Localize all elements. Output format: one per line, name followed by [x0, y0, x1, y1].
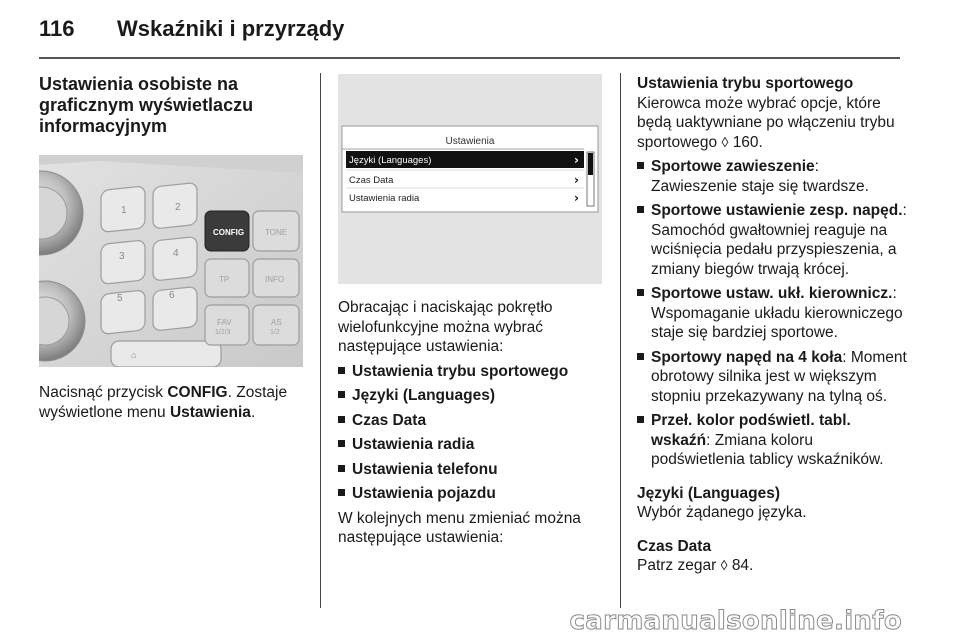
- bullet-icon: [338, 465, 345, 472]
- sport-mode-heading: Ustawienia trybu sportowego: [637, 75, 854, 92]
- bullet-icon: [338, 391, 345, 398]
- section-title: Ustawienia osobiste na graficznym wyświetlaczu informacyjnym: [39, 74, 254, 136]
- watermark: carmanualsonline.info: [569, 606, 902, 636]
- config-instruction: Nacisnąć przycisk CONFIG. Zostaje wyświetlone menu Ustawienia.: [39, 384, 288, 421]
- key-label-3: 3: [119, 251, 125, 262]
- list-item: Sportowe zawieszenie: Zawieszenie staje się twardsze.: [637, 157, 907, 196]
- sport-mode-text: Kierowca może wybrać opcje, które będą uaktywniane po włączeniu trybu sportowego ◊ 160.: [637, 94, 895, 151]
- display-screen-illustration: [338, 74, 602, 284]
- language-heading: Języki (Languages): [637, 484, 780, 502]
- list-item: Sportowe ustaw. ukł. kierownicz.: Wspomaganie układu kierowniczego staje się bardziej sportowe.: [637, 284, 907, 343]
- tp-key-label: TP: [219, 275, 230, 284]
- screen-title: Ustawienia: [445, 136, 495, 147]
- column-2: [338, 74, 606, 548]
- settings-list: [338, 362, 606, 504]
- column-divider-1: [320, 73, 321, 608]
- key-label-5: 5: [117, 293, 123, 304]
- list-item: Ustawienia radia: [338, 435, 606, 455]
- language-text: Wybór żądanego języka.: [637, 504, 807, 521]
- bullet-icon: [338, 489, 345, 496]
- key-label-6: 6: [169, 290, 175, 301]
- key-label-2: 2: [175, 202, 181, 213]
- bullet-icon: [637, 206, 644, 213]
- info-key-label: INFO: [265, 275, 285, 284]
- as-key-sub: 1/2: [270, 329, 280, 336]
- bullet-icon: [637, 416, 644, 423]
- column-divider-2: [620, 73, 621, 608]
- bullet-icon: [637, 289, 644, 296]
- bullet-icon: [338, 367, 345, 374]
- time-heading: Czas Data: [637, 537, 712, 555]
- sport-options-list: [637, 157, 907, 470]
- list-item: Przeł. kolor podświetl. tabl. wskaźń: Zmiana koloru podświetlenia tablicy wskaźników.: [637, 411, 907, 470]
- config-bold: CONFIG: [167, 384, 228, 401]
- fav-key-sub: 1/2/3: [215, 329, 231, 336]
- column-1: [39, 74, 303, 422]
- bullet-icon: [338, 440, 345, 447]
- list-item: Ustawienia pojazdu: [338, 484, 606, 504]
- settings-bold: Ustawienia: [169, 403, 251, 421]
- chevron-right-icon: ›: [574, 153, 579, 167]
- header-divider: [39, 57, 900, 59]
- screen-item-time: Czas Data: [349, 175, 394, 186]
- tone-key-label: TONE: [265, 228, 288, 237]
- list-item: Czas Data: [338, 411, 606, 431]
- chevron-right-icon: ›: [574, 191, 579, 205]
- control-panel-photo: [39, 155, 303, 367]
- config-key-label: CONFIG: [213, 228, 245, 237]
- page-header: [39, 16, 900, 46]
- list-item: Ustawienia trybu sportowego: [338, 362, 606, 382]
- as-key-label: AS: [271, 318, 282, 327]
- time-text: Patrz zegar ◊ 84.: [637, 557, 754, 574]
- chapter-title: Wskaźniki i przyrządy: [117, 16, 345, 41]
- bullet-icon: [637, 353, 644, 360]
- key-label-1: 1: [121, 205, 127, 216]
- list-item: Sportowe ustawienie zesp. napęd.: Samochód gwałtowniej reaguje na wciśnięcia pedału przyspieszenia, a zmiany biegów trwają krócej.: [637, 201, 907, 279]
- fav-key-label: FAV: [217, 318, 232, 327]
- screen-item-radio: Ustawienia radia: [349, 193, 420, 204]
- chevron-right-icon: ›: [574, 173, 579, 187]
- list-item: Sportowy napęd na 4 koła: Moment obrotowy silnika jest w większym stopniu przekazywany na tylną oś.: [637, 348, 907, 407]
- bullet-icon: [637, 162, 644, 169]
- list-item: Języki (Languages): [338, 386, 606, 406]
- home-key-icon: ⌂: [131, 350, 137, 360]
- bullet-icon: [338, 416, 345, 423]
- screen-item-languages: Języki (Languages): [349, 155, 432, 166]
- key-label-4: 4: [173, 248, 179, 259]
- column-3: [637, 74, 907, 576]
- page-ref-icon: ◊: [720, 557, 728, 573]
- page-number: 116: [39, 16, 75, 41]
- submenu-intro: W kolejnych menu zmieniać można następujące ustawienia:: [338, 509, 581, 546]
- list-item: Ustawienia telefonu: [338, 460, 606, 480]
- page-ref-icon: ◊: [721, 133, 729, 150]
- settings-intro: Obracając i naciskając pokrętło wielofunkcyjne można wybrać następujące ustawienia:: [338, 299, 553, 355]
